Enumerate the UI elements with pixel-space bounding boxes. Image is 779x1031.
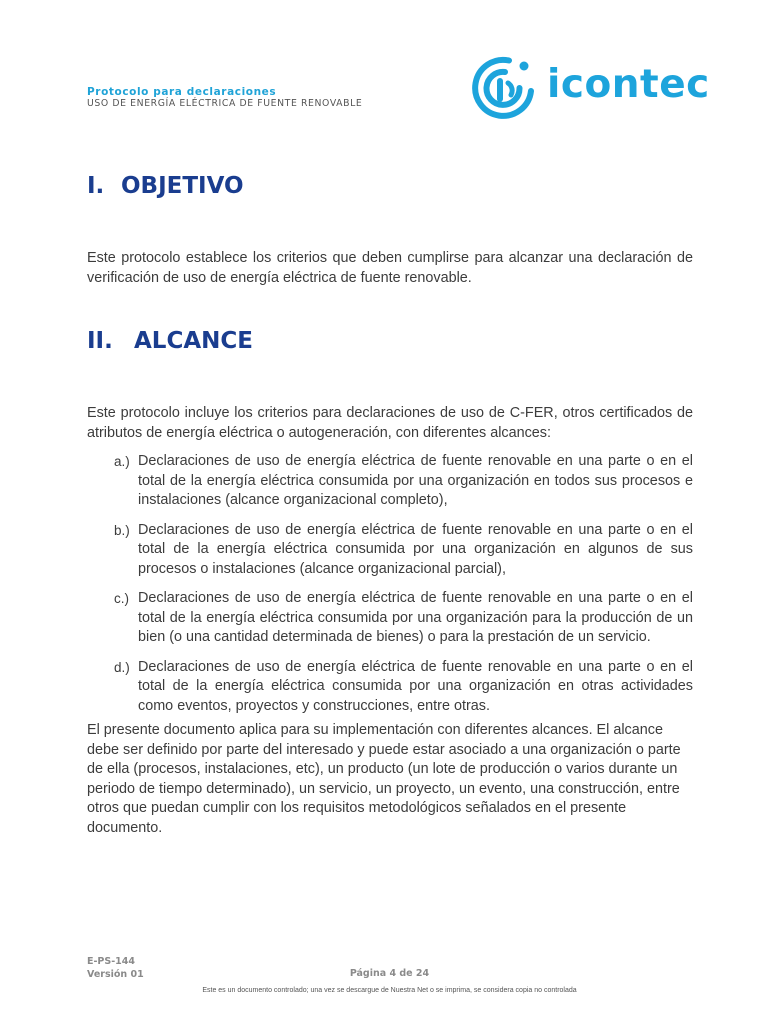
list-marker: c.) xyxy=(114,591,129,606)
list-marker: a.) xyxy=(114,454,130,469)
list-item xyxy=(87,658,693,717)
controlled-document-note: Este es un documento controlado; una vez se descargue de Nuestra Net o se imprima, se considera copia no controlada xyxy=(202,987,577,994)
list-item xyxy=(87,452,693,511)
document-version: Versión 01 xyxy=(87,969,144,980)
alcance-list xyxy=(87,452,693,726)
list-item-text: Declaraciones de uso de energía eléctrica de fuente renovable en una parte o en el total de la energía eléctrica consumida por una organización en otras actividades como eventos, proyectos y construcciones, entre otras. xyxy=(138,658,693,714)
icontec-logo xyxy=(469,55,710,121)
document-code: E-PS-144 xyxy=(87,956,136,967)
alcance-intro-paragraph: Este protocolo incluye los criterios para declaraciones de uso de C-FER, otros certificados de atributos de energía eléctrica o autogeneración, con diferentes alcances: xyxy=(87,405,693,441)
section-title: OBJETIVO xyxy=(121,173,244,199)
section-number: II. xyxy=(87,328,113,354)
list-marker: d.) xyxy=(114,659,130,675)
list-item-text: Declaraciones de uso de energía eléctrica de fuente renovable en una parte o en el total de la energía eléctrica consumida por una organización en todos sus procesos e instalaciones (alcance organizacional completo), xyxy=(138,453,693,508)
section-heading-alcance xyxy=(87,327,253,355)
document-subtitle: USO DE ENERGÍA ELÉCTRICA DE FUENTE RENOVABLE xyxy=(87,98,363,109)
document-header xyxy=(87,86,362,110)
section-heading-objetivo xyxy=(87,172,244,200)
logo-wordmark: icontec xyxy=(547,62,710,107)
list-item xyxy=(87,521,693,580)
section-number: I. xyxy=(87,173,105,199)
icontec-logo-icon xyxy=(469,55,537,121)
alcance-closing-paragraph: El presente documento aplica para su implementación con diferentes alcances. El alcance debe ser definido por parte del interesado y puede estar asociado a una organización o parte de ella (procesos, instalaciones, etc), un producto (un lote de producción o varios durante un periodo de tiempo determinado), un servicio, un proyecto, un evento, una construcción, entre otros que puedan cumplir con los requisitos metodológicos señalados en el presente documento. xyxy=(87,722,681,836)
list-item-text: Declaraciones de uso de energía eléctrica de fuente renovable en una parte o en el total de la energía eléctrica consumida por una organización para la producción de un bien (o una cantidad determinada de bienes) o para la prestación de un servicio. xyxy=(138,590,693,645)
document-title: Protocolo para declaraciones xyxy=(87,86,277,98)
section-title: ALCANCE xyxy=(134,328,253,354)
list-item-text: Declaraciones de uso de energía eléctrica de fuente renovable en una parte o en el total de la energía eléctrica consumida por una organización en algunos de sus procesos o instalaciones (alcance organizacional parcial), xyxy=(138,521,693,577)
objetivo-paragraph: Este protocolo establece los criterios que deben cumplirse para alcanzar una declaración de verificación de uso de energía eléctrica de fuente renovable. xyxy=(87,250,693,286)
page-number: Página 4 de 24 xyxy=(349,968,430,979)
list-marker: b.) xyxy=(114,522,130,538)
list-item xyxy=(87,589,693,648)
